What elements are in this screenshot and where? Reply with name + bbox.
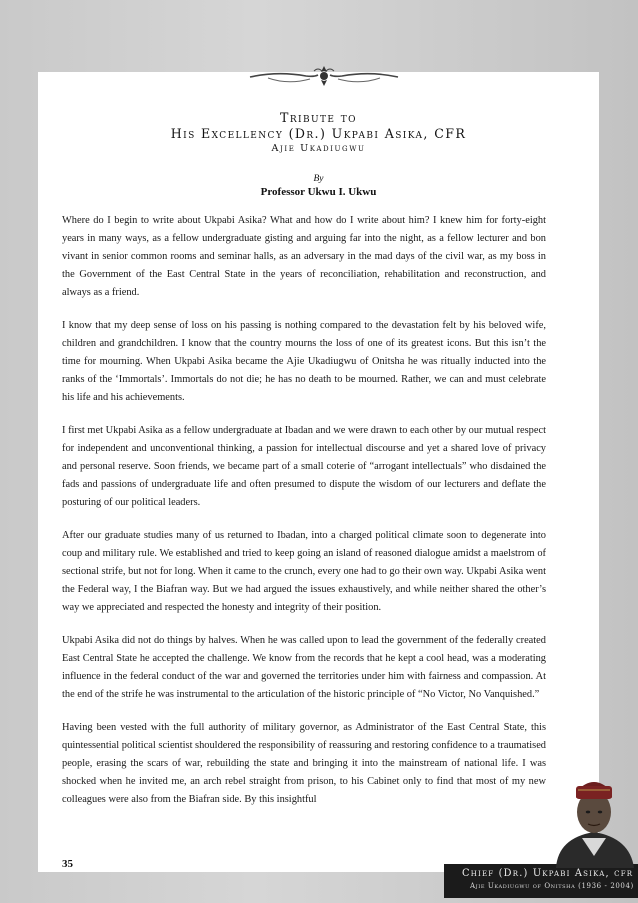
page-number: 35 — [62, 858, 73, 870]
title-block — [38, 110, 599, 198]
footer-subtitle: Ajie Ukadiugwu of Onitsha (1936 - 2004) — [470, 882, 634, 890]
article-title-line1: Tribute to — [280, 110, 357, 125]
footer-name: Chief (Dr.) Ukpabi Asika, cfr — [462, 868, 634, 879]
article-title-line2: His Excellency (Dr.) Ukpabi Asika, CFR — [170, 126, 467, 141]
paragraph: Where do I begin to write about Ukpabi Asika? What and how do I write about him? I knew him for forty-eight years in many ways, as a fellow undergraduate gisting and arguing far into the night, as a fellow lecturer and bon vivant in senior common rooms and seminar halls, as an adversary in the mad days of the civil war, as my boss in the Government of the East Central State in the years of reconciliation, rehabilitation and reconstruction, and always as a friend. — [62, 215, 546, 299]
paragraph: After our graduate studies many of us returned to Ibadan, into a charged political climate soon to degenerate into coup and military rule. We established and tried to keep going an island of reasoned dialogue amidst a maelstrom of sectional strife, but not for long. When it came to the crunch, every one had to go their own way. Ukpabi Asika went the Federal way, I the Biafran way. But we had argued the issues exhaustively, and while neither shared the other’s way we appreciated and respected the honesty and integrity of their position. — [62, 529, 546, 614]
paragraph: Having been vested with the full authority of military governor, as Administrator of the East Central State, this quintessential political scientist shouldered the responsibility of reassuring and restoring confidence to a traumatised people, erasing the scars of war, rebuilding the state and bringing it into the mainstream of national life. I was shocked when he invited me, an arch rebel straight from prison, to his Cabinet only to find that most of my new colleagues were also from the Biafran side. By this insightful — [62, 721, 546, 806]
article-subtitle: Ajie Ukadiugwu — [271, 143, 366, 154]
flourish-ornament — [248, 63, 400, 91]
paragraph: I know that my deep sense of loss on his passing is nothing compared to the devastation felt by his beloved wife, children and grandchildren. I know that the country mourns the loss of one of its greatest icons. But this isn’t the time for mourning. When Ukpabi Asika became the Ajie Ukadiugwu of Onitsha he was ritually inducted into the ranks of the ‘Immortals’. Immortals do not die; he has no death to be mourned. Rather, we can and must celebrate his life and his achievements. — [62, 319, 546, 404]
byline-label: By — [313, 174, 324, 184]
article-body — [62, 212, 546, 824]
paragraph: I first met Ukpabi Asika as a fellow undergraduate at Ibadan and we were drawn to each other by our mutual respect for independent and unconventional thinking, a passion for intellectual discourse and yet a shared love of privacy and personal reserve. Soon friends, we became part of a small coterie of “arrogant intellectuals” who disdained the fads and passions of undergraduate life and often presumed to dispute the wisdom of our lecturers and deflate the posturing of our political leaders. — [62, 424, 546, 509]
paragraph: Ukpabi Asika did not do things by halves. When he was called upon to lead the government of the federally created East Central State he accepted the challenge. We know from the records that he kept a cool head, was a moderating influence in the federal conduct of the war and governed the territories under him with fairness and compassion. At the end of the strife he was instrumental to the articulation of the historic principle of “No Victor, No Vanquished.” — [62, 634, 546, 701]
portrait-photo — [548, 772, 638, 868]
author-name: Professor Ukwu I. Ukwu — [260, 186, 377, 198]
